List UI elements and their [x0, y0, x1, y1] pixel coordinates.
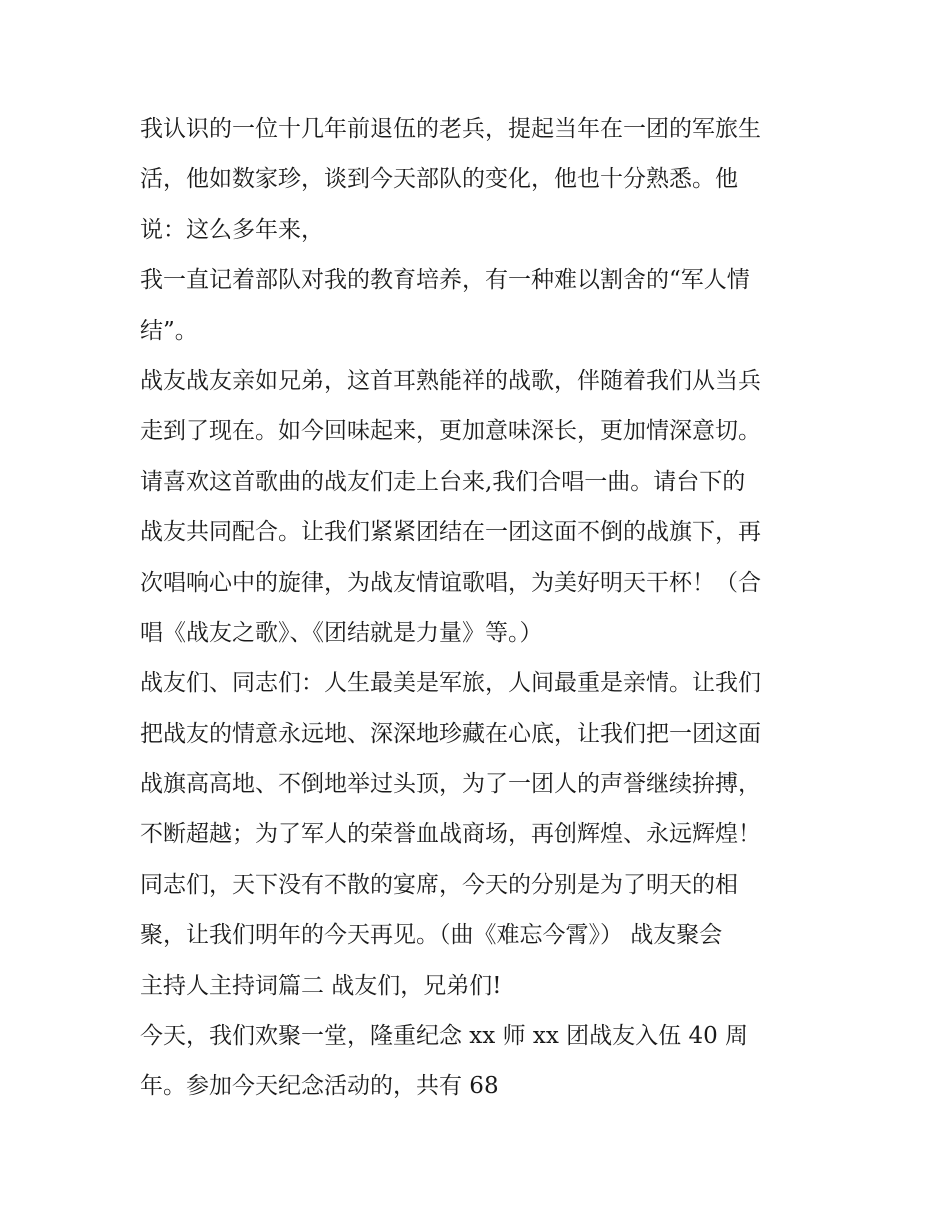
text-line: 战友战友亲如兄弟，这首耳熟能祥的战歌，伴随着我们从当兵	[140, 367, 761, 394]
text-line: 说：这么多年来，	[140, 216, 324, 243]
text-line: 不断超越；为了军人的荣誉血战商场，再创辉煌、永远辉煌！	[140, 821, 761, 848]
text-line: 战旗高高地、不倒地举过头顶，为了一团人的声誉继续拚搏，	[140, 771, 761, 798]
text-line: 年。参加今天纪念活动的，共有 68	[140, 1073, 499, 1100]
text-line: 今天，我们欢聚一堂，隆重纪念 xx 师 xx 团战友入伍 40 周	[140, 1023, 749, 1050]
document-body	[140, 104, 830, 1112]
text-line: 聚，让我们明年的今天再见。（曲《难忘今霄》） 战友聚会	[140, 922, 723, 949]
text-line: 我认识的一位十几年前退伍的老兵，提起当年在一团的军旅生	[140, 116, 761, 142]
text-line: 主持人主持词篇二 战友们，兄弟们!	[140, 972, 502, 999]
text-line: 唱《战友之歌》、《团结就是力量》等。）	[140, 619, 543, 646]
text-line: 活，他如数家珍，谈到今天部队的变化，他也十分熟悉。他	[140, 166, 738, 193]
text-line: 同志们，天下没有不散的宴席，今天的分别是为了明天的相	[140, 871, 738, 898]
text-line: 次唱响心中的旋律，为战友情谊歌唱，为美好明天干杯！（合	[140, 569, 761, 596]
text-line: 我一直记着部队对我的教育培养，有一种难以割舍的“军人情	[140, 267, 750, 294]
text-line: 战友们、同志们：人生最美是军旅，人间最重是亲情。让我们	[140, 670, 761, 697]
text-line: 把战友的情意永远地、深深地珍藏在心底，让我们把一团这面	[140, 720, 761, 747]
text-line: 请喜欢这首歌曲的战友们走上台来,我们合唱一曲。请台下的	[140, 468, 746, 495]
text-line: 走到了现在。如今回味起来，更加意味深长，更加情深意切。	[140, 418, 761, 445]
text-line: 战友共同配合。让我们紧紧团结在一团这面不倒的战旗下，再	[140, 519, 761, 546]
text-line: 结”。	[140, 317, 198, 344]
